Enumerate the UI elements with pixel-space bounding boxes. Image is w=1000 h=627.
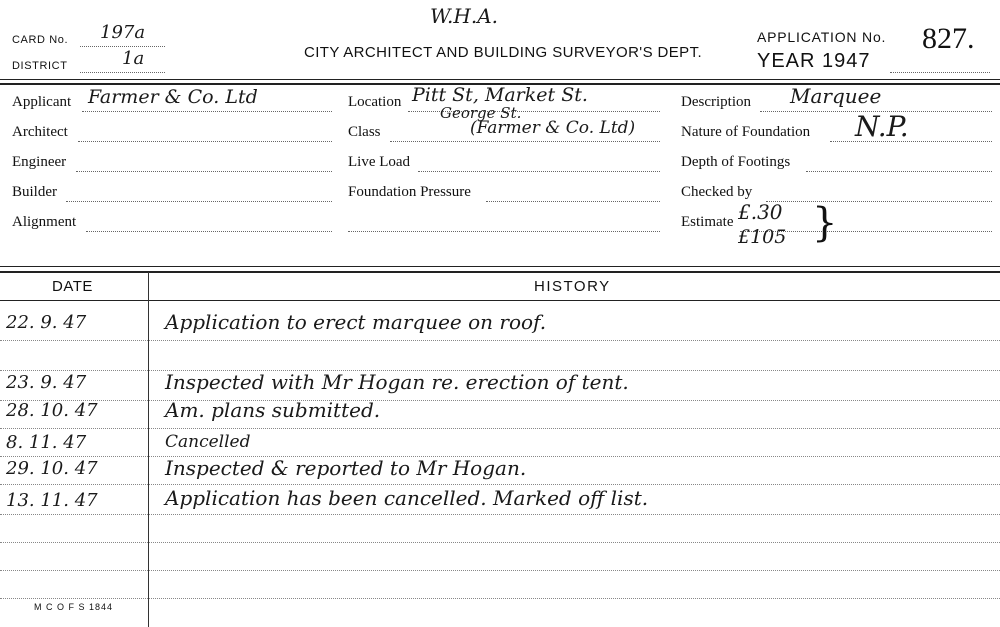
location-label: Location xyxy=(348,94,402,110)
district-value: 1a xyxy=(122,48,145,69)
checked-by-label: Checked by xyxy=(681,184,753,200)
row-date: 29. 10. 47 xyxy=(6,458,98,479)
depth-footings-label: Depth of Footings xyxy=(681,154,791,170)
department-title: CITY ARCHITECT AND BUILDING SURVEYOR'S DEPT. xyxy=(304,44,703,61)
card-no-value: 197a xyxy=(100,22,146,43)
row-date: 8. 11. 47 xyxy=(6,432,87,453)
nature-foundation-label: Nature of Foundation xyxy=(681,124,811,140)
engineer-label: Engineer xyxy=(12,154,67,170)
location-value-2: George St. xyxy=(440,104,522,122)
history-header: HISTORY xyxy=(534,278,611,295)
row-text: Inspected with Mr Hogan re. erection of tent. xyxy=(165,370,629,394)
form-code: M C O F S 1844 xyxy=(34,602,114,612)
live-load-label: Live Load xyxy=(348,154,411,170)
foundation-pressure-label: Foundation Pressure xyxy=(348,184,471,200)
architect-label: Architect xyxy=(12,124,68,140)
row-text: Inspected & reported to Mr Hogan. xyxy=(165,456,527,480)
row-date: 13. 11. 47 xyxy=(6,490,98,511)
district-label: DISTRICT xyxy=(12,60,68,72)
description-value: Marquee xyxy=(790,84,882,108)
class-value: (Farmer & Co. Ltd) xyxy=(470,118,636,138)
card-no-label: CARD No. xyxy=(12,34,69,46)
row-text: Application has been cancelled. Marked off list. xyxy=(165,486,649,510)
nature-foundation-value: N.P. xyxy=(855,110,909,143)
row-date: 28. 10. 47 xyxy=(6,400,98,421)
application-label: APPLICATION No. xyxy=(757,29,887,45)
row-date: 22. 9. 47 xyxy=(6,312,87,333)
column-divider xyxy=(148,272,149,627)
description-label: Description xyxy=(681,94,751,110)
row-text: Am. plans submitted. xyxy=(165,398,381,422)
applicant-label: Applicant xyxy=(12,94,72,110)
year-label: YEAR 1947 xyxy=(757,50,871,72)
estimate-brace: } xyxy=(812,200,838,246)
builder-label: Builder xyxy=(12,184,57,200)
class-label: Class xyxy=(348,124,381,140)
estimate-value-2: £105 xyxy=(738,226,787,248)
applicant-value: Farmer & Co. Ltd xyxy=(88,86,258,108)
row-date: 23. 9. 47 xyxy=(6,372,87,393)
estimate-value-1: £.30 xyxy=(738,200,783,224)
application-number: 827. xyxy=(922,22,975,55)
estimate-label: Estimate xyxy=(681,214,734,230)
row-text: Application to erect marquee on roof. xyxy=(165,310,547,334)
date-header: DATE xyxy=(52,278,93,295)
row-text: Cancelled xyxy=(165,432,251,452)
top-note: W.H.A. xyxy=(430,4,499,28)
alignment-label: Alignment xyxy=(12,214,77,230)
location-value: Pitt St, Market St. xyxy=(412,84,588,106)
